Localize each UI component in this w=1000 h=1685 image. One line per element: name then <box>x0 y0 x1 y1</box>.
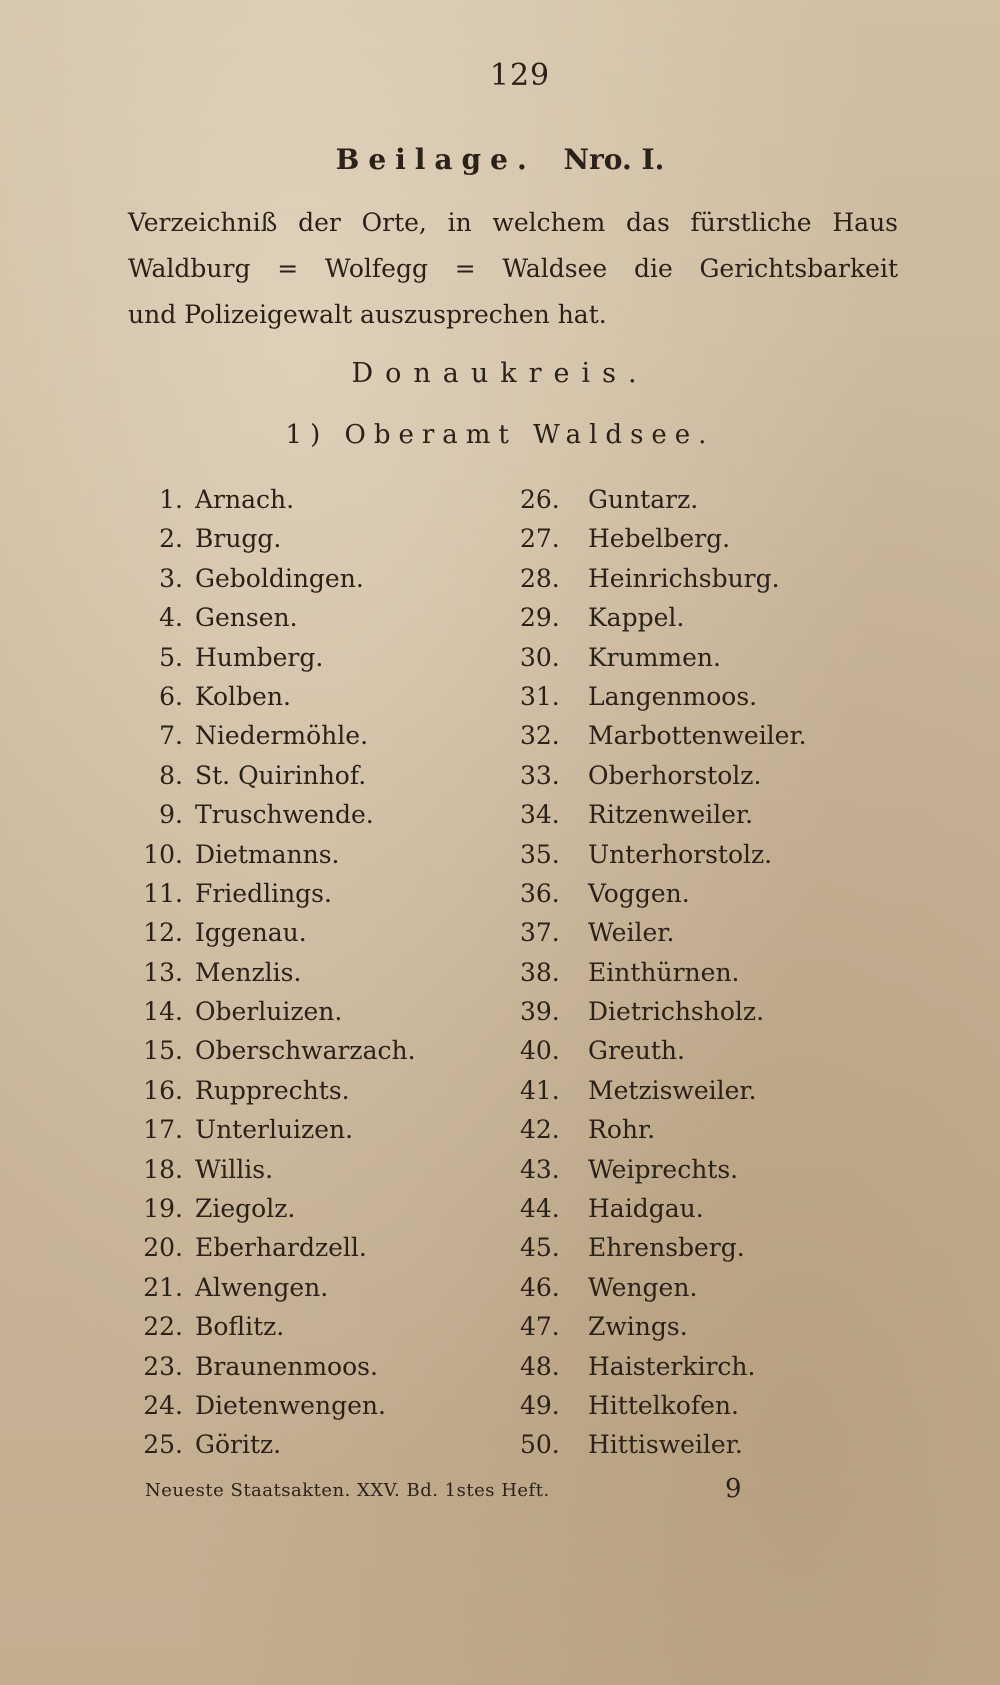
list-item <box>115 1228 416 1267</box>
place-name: Dietenwengen. <box>195 1390 386 1420</box>
list-item <box>520 1347 807 1386</box>
place-name: Gensen. <box>195 603 298 633</box>
list-item <box>115 835 416 874</box>
item-number: 48. <box>520 1351 560 1381</box>
place-name: Krummen. <box>588 642 721 672</box>
list-item <box>520 874 807 913</box>
district-heading: Donaukreis. <box>351 358 649 389</box>
list-item <box>115 1347 416 1386</box>
list-item <box>520 1425 807 1464</box>
list-item <box>520 480 807 519</box>
list-item <box>115 1189 416 1228</box>
office-heading: 1) Oberamt Waldsee. <box>285 420 715 450</box>
list-item <box>520 638 807 677</box>
list-item <box>115 953 416 992</box>
list-item <box>115 1307 416 1346</box>
place-name: Wengen. <box>588 1272 698 1302</box>
item-number: 49. <box>520 1390 560 1420</box>
item-number: 15. <box>143 1036 183 1066</box>
place-name: Dietrichsholz. <box>588 997 765 1027</box>
supplement-heading <box>0 143 1000 176</box>
item-number: 29. <box>520 603 560 633</box>
place-name: Niedermöhle. <box>195 721 369 751</box>
place-name: Zwings. <box>588 1312 688 1342</box>
place-name: Langenmoos. <box>588 681 758 711</box>
place-name: Humberg. <box>195 642 324 672</box>
supplement-number: Nro. I. <box>563 143 665 176</box>
list-item <box>520 1189 807 1228</box>
list-item <box>520 992 807 1031</box>
list-item <box>520 835 807 874</box>
item-number: 46. <box>520 1272 560 1302</box>
item-number: 28. <box>520 563 560 593</box>
list-item <box>520 1150 807 1189</box>
list-item <box>520 559 807 598</box>
place-name: Geboldingen. <box>195 563 364 593</box>
page-number: 129 <box>489 58 551 93</box>
place-name: Menzlis. <box>195 957 302 987</box>
list-item <box>520 913 807 952</box>
place-name: Guntarz. <box>588 485 699 514</box>
list-item <box>115 795 416 834</box>
list-item <box>115 1071 416 1110</box>
item-number: 45. <box>520 1233 560 1263</box>
place-name: St. Quirinhof. <box>195 760 367 790</box>
place-name: Metzisweiler. <box>588 1075 757 1105</box>
item-number: 25. <box>143 1430 183 1460</box>
item-number: 18. <box>143 1154 183 1184</box>
place-name: Heinrichsburg. <box>588 563 780 593</box>
place-name: Willis. <box>195 1154 274 1184</box>
list-item <box>520 953 807 992</box>
list-item <box>115 1150 416 1189</box>
list-item <box>115 756 416 795</box>
list-item <box>520 677 807 716</box>
intro-line-2: Waldburg = Wolfegg = Waldsee die Gerichtsbarkeit <box>128 254 898 283</box>
list-item <box>520 716 807 755</box>
list-item <box>520 795 807 834</box>
item-number: 6. <box>159 681 183 711</box>
list-item <box>115 1425 416 1464</box>
item-number: 20. <box>143 1233 183 1263</box>
item-number: 4. <box>159 603 183 633</box>
list-item <box>520 1228 807 1267</box>
item-number: 37. <box>520 918 560 948</box>
place-name: Hittelkofen. <box>588 1390 739 1420</box>
place-name: Arnach. <box>195 485 295 514</box>
list-item <box>115 1031 416 1070</box>
list-item <box>115 480 416 519</box>
list-item <box>520 1071 807 1110</box>
item-number: 5. <box>159 642 183 672</box>
list-item <box>115 677 416 716</box>
places-column-right <box>520 480 807 1465</box>
list-item <box>115 913 416 952</box>
list-item <box>520 756 807 795</box>
list-item <box>115 1268 416 1307</box>
item-number: 35. <box>520 839 560 869</box>
item-number: 8. <box>159 760 183 790</box>
list-item <box>115 1110 416 1149</box>
item-number: 9. <box>159 800 183 830</box>
list-item <box>520 1110 807 1149</box>
item-number: 36. <box>520 878 560 908</box>
place-name: Oberluizen. <box>195 997 343 1027</box>
item-number: 43. <box>520 1154 560 1184</box>
list-item <box>115 638 416 677</box>
place-name: Dietmanns. <box>195 839 340 869</box>
item-number: 21. <box>143 1272 183 1302</box>
list-item <box>520 1268 807 1307</box>
item-number: 7. <box>159 721 183 751</box>
place-name: Truschwende. <box>195 800 374 830</box>
place-name: Eberhardzell. <box>195 1233 367 1263</box>
item-number: 19. <box>143 1194 183 1224</box>
item-number: 34. <box>520 800 560 830</box>
place-name: Voggen. <box>588 878 690 908</box>
place-name: Hittisweiler. <box>588 1430 743 1460</box>
list-item <box>520 1307 807 1346</box>
item-number: 17. <box>143 1115 183 1145</box>
place-name: Oberschwarzach. <box>195 1036 416 1066</box>
footer-source: Neueste Staatsakten. XXV. Bd. 1stes Heft. <box>145 1480 550 1501</box>
item-number: 32. <box>520 721 560 751</box>
place-name: Ritzenweiler. <box>588 800 754 830</box>
list-item <box>115 716 416 755</box>
place-name: Unterhorstolz. <box>588 839 773 869</box>
intro-paragraph <box>128 200 898 338</box>
item-number: 38. <box>520 957 560 987</box>
item-number: 30. <box>520 642 560 672</box>
place-name: Oberhorstolz. <box>588 760 762 790</box>
place-name: Iggenau. <box>195 918 307 948</box>
item-number: 10. <box>143 839 183 869</box>
place-name: Boflitz. <box>195 1312 285 1342</box>
place-name: Haidgau. <box>588 1194 704 1224</box>
place-name: Göritz. <box>195 1430 282 1460</box>
item-number: 2. <box>159 524 183 554</box>
item-number: 22. <box>143 1312 183 1342</box>
item-number: 27. <box>520 524 560 554</box>
item-number: 14. <box>143 997 183 1027</box>
item-number: 23. <box>143 1351 183 1381</box>
item-number: 13. <box>143 957 183 987</box>
place-name: Unterluizen. <box>195 1115 354 1145</box>
item-number: 1. <box>159 485 183 514</box>
item-number: 44. <box>520 1194 560 1224</box>
place-name: Marbottenweiler. <box>588 721 807 751</box>
place-name: Rupprechts. <box>195 1075 350 1105</box>
item-number: 41. <box>520 1075 560 1105</box>
place-name: Weiprechts. <box>588 1154 739 1184</box>
place-name: Kolben. <box>195 681 291 711</box>
place-name: Alwengen. <box>195 1272 329 1302</box>
list-item <box>115 598 416 637</box>
list-item <box>115 559 416 598</box>
place-name: Brugg. <box>195 524 282 554</box>
place-name: Kappel. <box>588 603 685 633</box>
places-column-left <box>115 480 416 1465</box>
place-name: Braunenmoos. <box>195 1351 378 1381</box>
intro-line-3: und Polizeigewalt auszusprechen hat. <box>128 300 607 329</box>
place-name: Weiler. <box>588 918 675 948</box>
supplement-title: Beilage. <box>335 143 536 176</box>
place-name: Friedlings. <box>195 878 332 908</box>
item-number: 11. <box>143 878 183 908</box>
item-number: 33. <box>520 760 560 790</box>
item-number: 3. <box>159 563 183 593</box>
list-item <box>520 519 807 558</box>
list-item <box>520 1386 807 1425</box>
item-number: 24. <box>143 1390 183 1420</box>
item-number: 31. <box>520 681 560 711</box>
place-name: Einthürnen. <box>588 957 740 987</box>
item-number: 47. <box>520 1312 560 1342</box>
item-number: 42. <box>520 1115 560 1145</box>
place-name: Ziegolz. <box>195 1194 296 1224</box>
sheet-signature: 9 <box>725 1474 742 1504</box>
list-item <box>115 992 416 1031</box>
item-number: 39. <box>520 997 560 1027</box>
item-number: 50. <box>520 1430 560 1460</box>
place-name: Ehrensberg. <box>588 1233 745 1263</box>
item-number: 12. <box>143 918 183 948</box>
item-number: 26. <box>520 485 560 514</box>
list-item <box>115 874 416 913</box>
list-item <box>115 1386 416 1425</box>
list-item <box>520 598 807 637</box>
intro-line-1: Verzeichniß der Orte, in welchem das fürstliche Haus <box>128 208 898 237</box>
place-name: Hebelberg. <box>588 524 731 554</box>
item-number: 40. <box>520 1036 560 1066</box>
place-name: Haisterkirch. <box>588 1351 756 1381</box>
place-name: Rohr. <box>588 1115 656 1145</box>
item-number: 16. <box>143 1075 183 1105</box>
list-item <box>520 1031 807 1070</box>
place-name: Greuth. <box>588 1036 685 1066</box>
list-item <box>115 519 416 558</box>
